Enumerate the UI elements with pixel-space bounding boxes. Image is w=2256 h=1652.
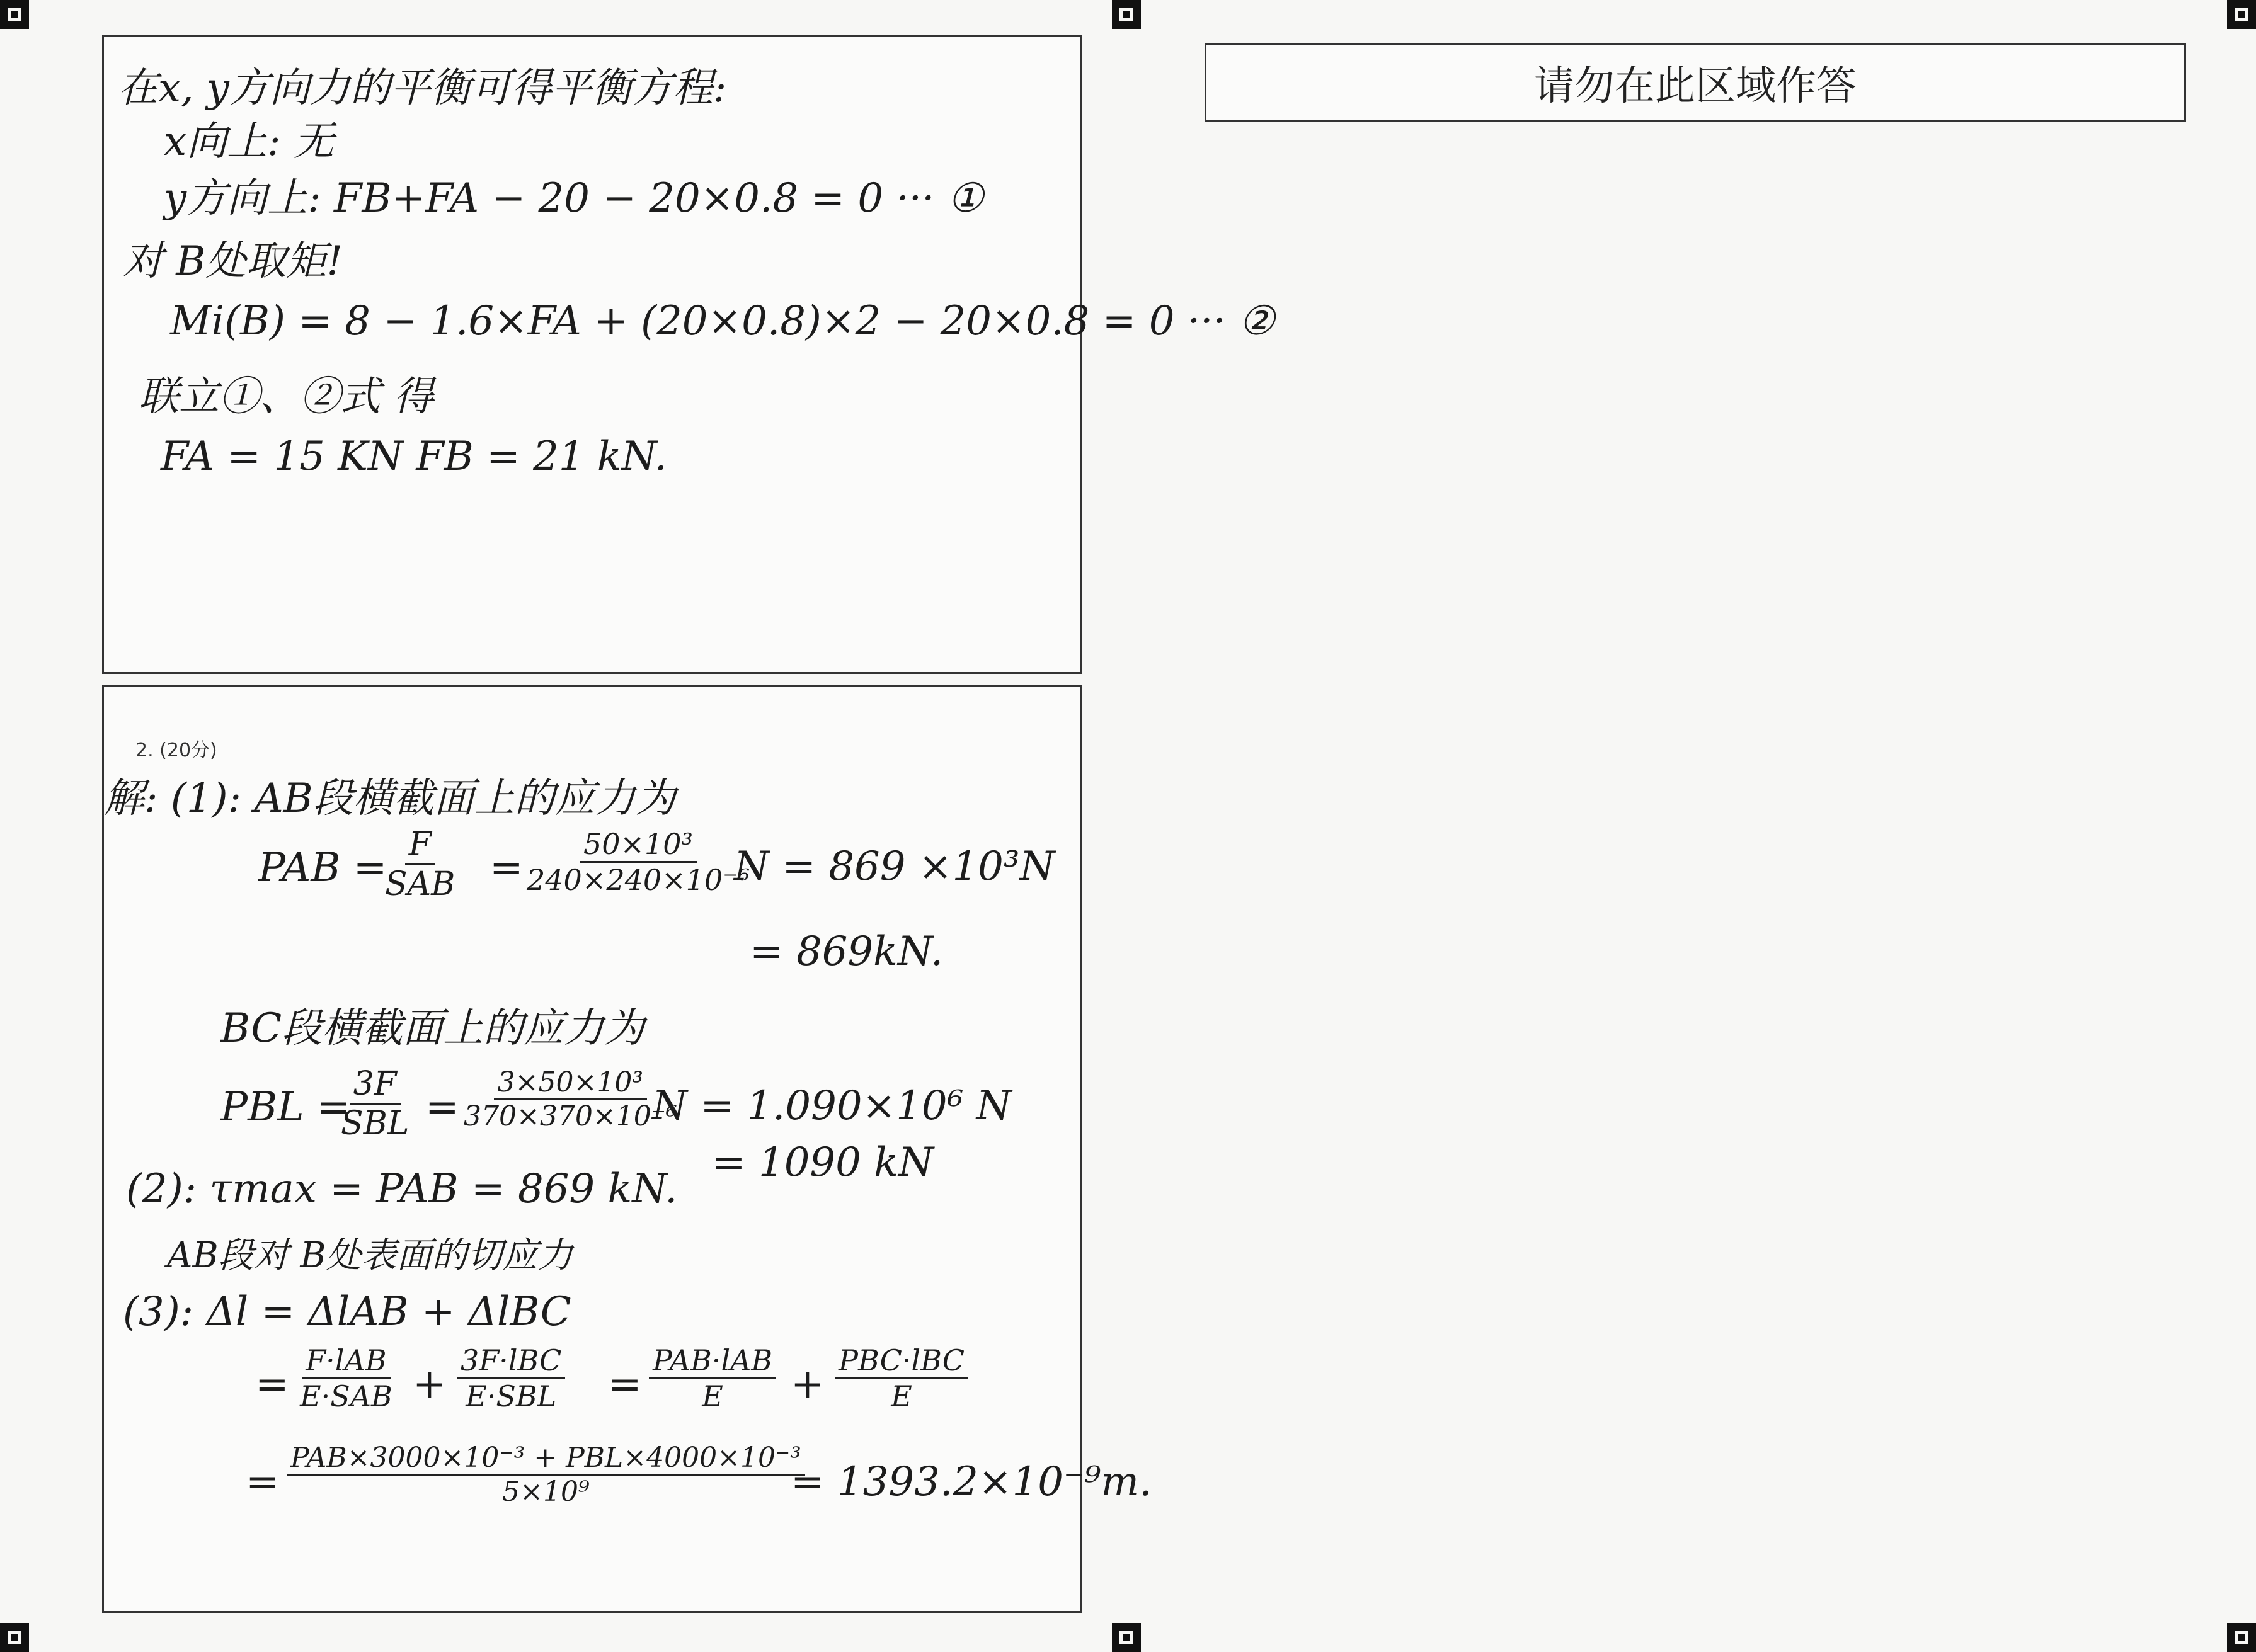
bc-stress-label: PBL = (220, 1084, 351, 1131)
elongation-plus-1: + (413, 1361, 447, 1408)
elongation-fraction-2 (457, 1343, 565, 1413)
bc-result-kn: = 1090 kN (712, 1139, 934, 1186)
elongation-fraction-1-denominator: E·SAB (300, 1379, 392, 1413)
registration-mark-top-center (1112, 0, 1141, 29)
ab-stress-label: PAB = (258, 845, 387, 891)
ab-fraction-2 (523, 827, 753, 897)
elongation-fraction-3 (649, 1343, 776, 1413)
ab-fraction-1-numerator: F (405, 826, 435, 865)
moment-intro: 对 B处取矩! (123, 238, 343, 285)
bc-fraction-2-numerator: 3×50×10³ (494, 1066, 647, 1100)
max-shear-line: (2): τmax = PAB = 869 kN. (126, 1166, 678, 1212)
equilibrium-intro: 在x, y方向力的平衡可得平衡方程: (118, 65, 727, 111)
combine-line: 联立①、②式 得 (139, 373, 434, 420)
elongation-result: = 1393.2×10⁻⁹m. (791, 1459, 1152, 1505)
answer-box-2 (102, 685, 1152, 1613)
elongation-fraction-1 (296, 1343, 396, 1413)
no-answer-notice (1205, 43, 2186, 122)
elongation-plus-2: + (791, 1361, 825, 1408)
ab-fraction-1-denominator: SAB (385, 865, 455, 903)
moment-equation: Mi(B) = 8 − 1.6×FA + (20×0.8)×2 − 20×0.8 = 0 ··· ② (170, 298, 1275, 345)
elongation-equals-3: = (246, 1459, 280, 1505)
bc-fraction-1-denominator: SBL (341, 1105, 409, 1142)
x-direction-line: x向上: 无 (164, 118, 334, 165)
ab-result-kn: = 869kN. (750, 928, 944, 975)
elongation-fraction-2-numerator: 3F·lBC (457, 1343, 565, 1379)
registration-mark-top-right (2227, 0, 2256, 29)
elongation-fraction-5-numerator: PAB×3000×10⁻³ + PBL×4000×10⁻³ (287, 1442, 805, 1476)
bc-fraction-1-numerator: 3F (350, 1065, 401, 1105)
y-direction-equation: y方向上: FB+FA − 20 − 20×0.8 = 0 ··· ① (164, 175, 984, 222)
elongation-equals-2: = (608, 1361, 642, 1408)
part1-intro: 解: (1): AB段横截面上的应力为 (104, 775, 676, 822)
shear-note: AB段对 B处表面的切应力 (167, 1235, 573, 1276)
no-answer-notice-text: 请勿在此区域作答 (1534, 62, 1857, 110)
registration-mark-bottom-right (2227, 1623, 2256, 1652)
ab-fraction-2-denominator: 240×240×10⁻⁶ (527, 863, 750, 897)
bc-fraction-2 (460, 1066, 681, 1132)
elongation-fraction-4 (835, 1343, 968, 1413)
ab-equals: = (490, 845, 524, 891)
elongation-fraction-2-denominator: E·SBL (466, 1379, 557, 1413)
elongation-equals-1: = (255, 1361, 289, 1408)
ab-fraction-2-numerator: 50×10³ (580, 827, 697, 863)
elongation-fraction-3-denominator: E (702, 1379, 723, 1413)
ab-fraction-1 (381, 826, 459, 903)
elongation-fraction-3-numerator: PAB·lAB (649, 1343, 776, 1379)
question-number: 2. (20分) (135, 739, 217, 761)
registration-mark-bottom-left (0, 1623, 29, 1652)
elongation-fraction-1-numerator: F·lAB (302, 1343, 390, 1379)
elongation-fraction-4-numerator: PBC·lBC (835, 1343, 968, 1379)
bc-intro: BC段横截面上的应力为 (220, 1005, 645, 1052)
elongation-fraction-5 (287, 1442, 805, 1508)
elongation-line: (3): Δl = ΔlAB + ΔlBC (123, 1289, 571, 1335)
bc-result-n: N = 1.090×10⁶ N (652, 1083, 1012, 1129)
ab-result-n: N = 869 ×10³N (734, 843, 1055, 890)
reaction-results: FA = 15 KN FB = 21 kN. (161, 433, 667, 480)
elongation-fraction-4-denominator: E (891, 1379, 912, 1413)
registration-mark-bottom-center (1112, 1623, 1141, 1652)
bc-fraction-1 (337, 1065, 413, 1142)
registration-mark-top-left (0, 0, 29, 29)
bc-equals: = (425, 1084, 459, 1131)
answer-box-1 (102, 35, 1275, 674)
bc-fraction-2-denominator: 370×370×10⁻⁶ (464, 1100, 677, 1132)
elongation-fraction-5-denominator: 5×10⁹ (502, 1476, 590, 1508)
